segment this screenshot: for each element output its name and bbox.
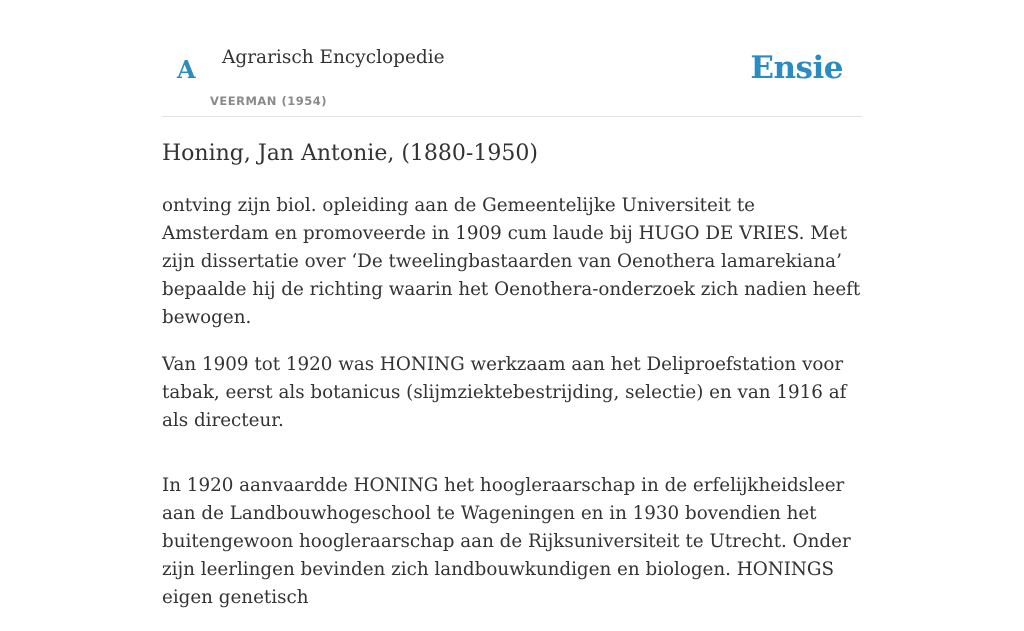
article-title: Honing, Jan Antonie, (1880-1950) xyxy=(162,141,538,166)
header xyxy=(162,0,862,117)
article-body xyxy=(162,192,862,631)
encyclopedia-logo[interactable]: A xyxy=(177,55,196,84)
encyclopedia-subtitle: VEERMAN (1954) xyxy=(210,94,327,108)
encyclopedia-title-link[interactable]: Agrarisch Encyclopedie xyxy=(222,47,445,68)
article-paragraph: Van 1909 tot 1920 was HONING werkzaam aan het Deliproefstation voor tabak, eerst als botanicus (slijmziektebestrijding, selectie) en van 1916 af als directeur. xyxy=(162,354,847,431)
article-paragraph: ontving zijn biol. opleiding aan de Gemeentelijke Universiteit te Amsterdam en promoveerde in 1909 cum laude bij HUGO DE VRIES. Met zijn dissertatie over ‘De tweelingbastaarden van Oenothera lamarekiana’ bepaalde hij de richting waarin het Oenothera-onderzoek zich nadien heeft bewogen. xyxy=(162,195,861,328)
brand-logo-link[interactable]: Ensie xyxy=(750,50,843,86)
article-paragraph: In 1920 aanvaardde HONING het hoogleraarschap in de erfelijkheidsleer aan de Landbouwhogeschool te Wageningen en in 1930 bovendien het buitengewoon hoogleraarschap aan de Rijksuniversiteit te Utrecht. Onder zijn leerlingen bevinden zich landbouwkundigen en biologen. HONINGS eigen genetisch xyxy=(162,475,851,608)
